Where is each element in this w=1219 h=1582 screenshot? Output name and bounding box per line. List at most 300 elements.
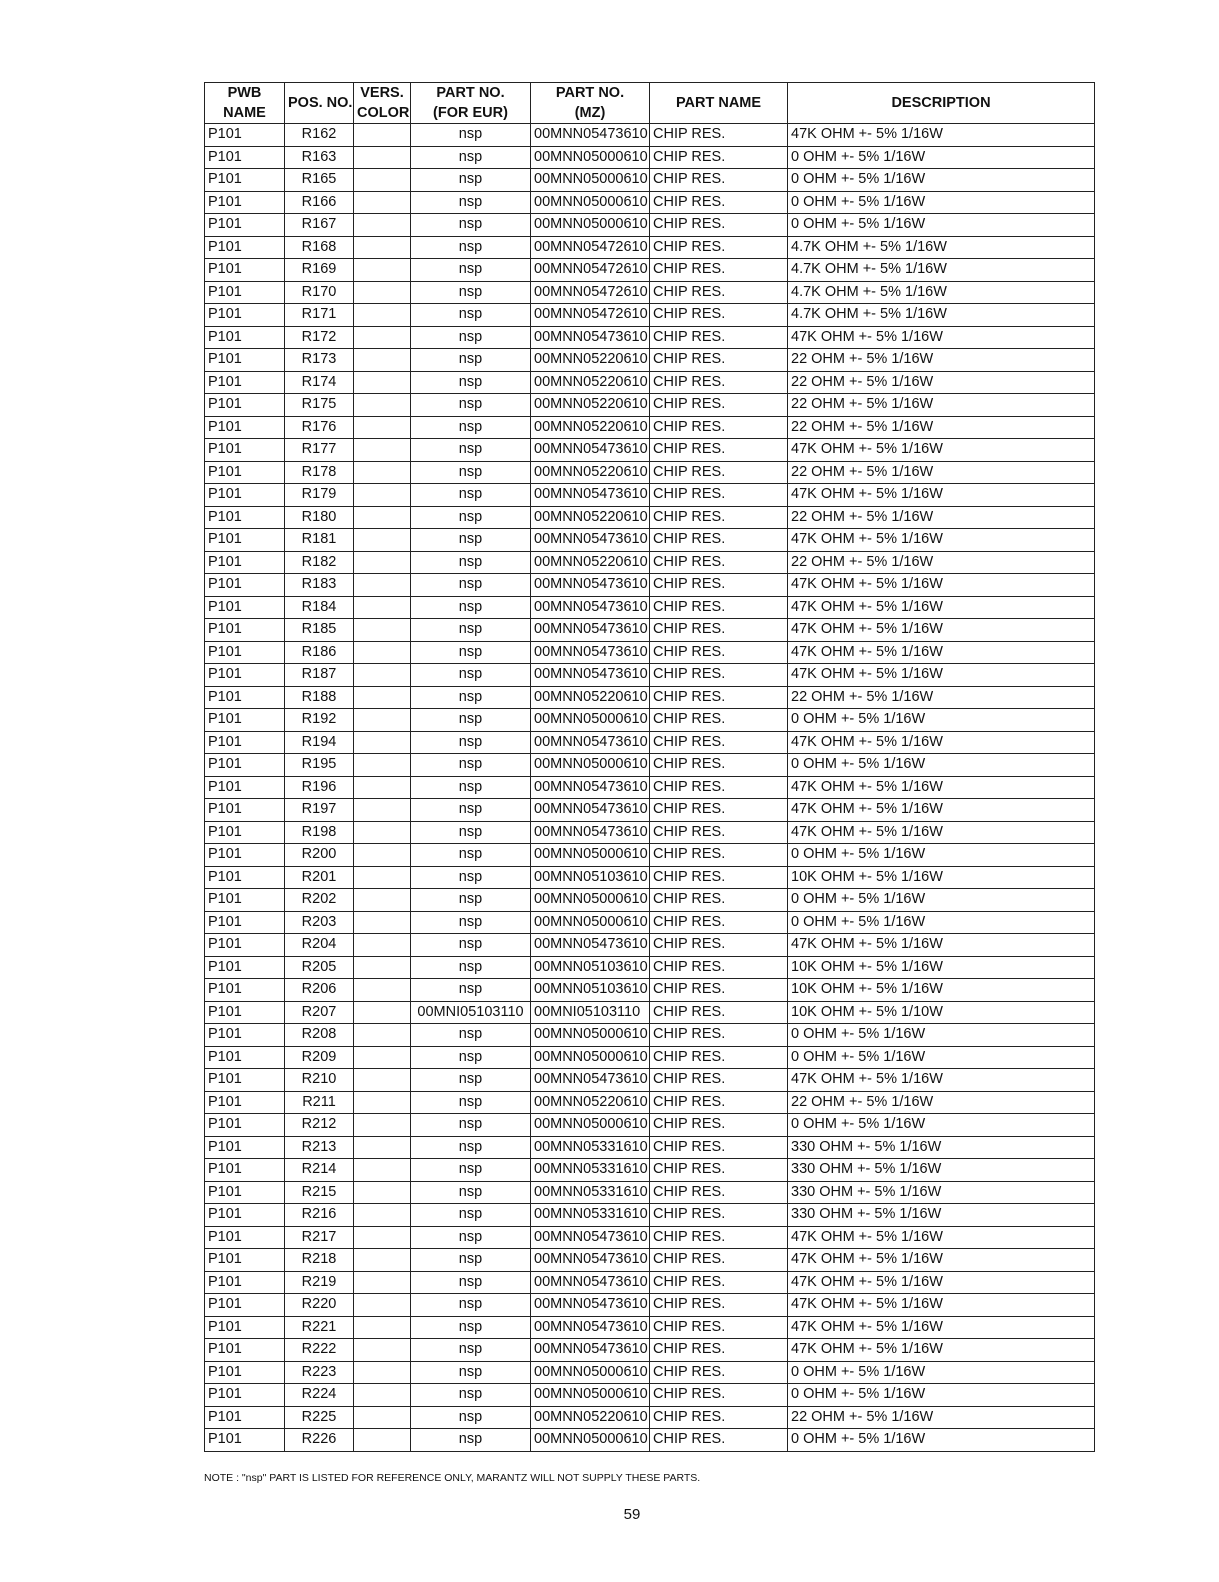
part-no-eur-cell: nsp xyxy=(411,596,531,619)
vers-color-cell xyxy=(354,124,411,147)
header-vers-color: VERS. COLOR xyxy=(354,83,411,124)
part-no-mz-cell: 00MNN05473610 xyxy=(531,641,650,664)
vers-color-cell xyxy=(354,461,411,484)
part-no-mz-cell: 00MNN05000610 xyxy=(531,1114,650,1137)
description-cell: 0 OHM +- 5% 1/16W xyxy=(788,1046,1095,1069)
part-name-cell: CHIP RES. xyxy=(650,1069,788,1092)
part-no-mz-cell: 00MNN05103610 xyxy=(531,979,650,1002)
part-no-mz-cell: 00MNN05000610 xyxy=(531,169,650,192)
part-no-mz-cell: 00MNN05220610 xyxy=(531,506,650,529)
table-row xyxy=(205,169,1095,192)
table-row xyxy=(205,1024,1095,1047)
part-no-eur-cell: nsp xyxy=(411,776,531,799)
table-row xyxy=(205,484,1095,507)
part-name-cell: CHIP RES. xyxy=(650,484,788,507)
vers-color-cell xyxy=(354,214,411,237)
pos-no-cell: R186 xyxy=(285,641,354,664)
header-part-no-eur: PART NO. (FOR EUR) xyxy=(411,83,531,124)
pos-no-cell: R177 xyxy=(285,439,354,462)
part-name-cell: CHIP RES. xyxy=(650,619,788,642)
part-no-eur-cell: nsp xyxy=(411,1406,531,1429)
description-cell: 0 OHM +- 5% 1/16W xyxy=(788,214,1095,237)
pwb-name-cell: P101 xyxy=(205,1159,285,1182)
vers-color-cell xyxy=(354,439,411,462)
part-no-mz-cell: 00MNN05220610 xyxy=(531,349,650,372)
part-name-cell: CHIP RES. xyxy=(650,686,788,709)
vers-color-cell xyxy=(354,821,411,844)
vers-color-cell xyxy=(354,1159,411,1182)
vers-color-cell xyxy=(354,1024,411,1047)
part-name-cell: CHIP RES. xyxy=(650,754,788,777)
part-name-cell: CHIP RES. xyxy=(650,596,788,619)
description-cell: 47K OHM +- 5% 1/16W xyxy=(788,776,1095,799)
part-name-cell: CHIP RES. xyxy=(650,1271,788,1294)
pos-no-cell: R208 xyxy=(285,1024,354,1047)
pos-no-cell: R163 xyxy=(285,146,354,169)
part-no-mz-cell: 00MNN05220610 xyxy=(531,551,650,574)
table-row xyxy=(205,799,1095,822)
part-no-mz-cell: 00MNI05103110 xyxy=(531,1001,650,1024)
part-name-cell: CHIP RES. xyxy=(650,371,788,394)
description-cell: 0 OHM +- 5% 1/16W xyxy=(788,709,1095,732)
pos-no-cell: R162 xyxy=(285,124,354,147)
pwb-name-cell: P101 xyxy=(205,979,285,1002)
vers-color-cell xyxy=(354,889,411,912)
part-no-mz-cell: 00MNN05473610 xyxy=(531,484,650,507)
pwb-name-cell: P101 xyxy=(205,1114,285,1137)
table-row xyxy=(205,1069,1095,1092)
part-no-mz-cell: 00MNN05331610 xyxy=(531,1204,650,1227)
vers-color-cell xyxy=(354,551,411,574)
part-no-eur-cell: nsp xyxy=(411,1384,531,1407)
vers-color-cell xyxy=(354,1114,411,1137)
pos-no-cell: R167 xyxy=(285,214,354,237)
pos-no-cell: R171 xyxy=(285,304,354,327)
table-row xyxy=(205,844,1095,867)
pos-no-cell: R182 xyxy=(285,551,354,574)
part-name-cell: CHIP RES. xyxy=(650,1114,788,1137)
pwb-name-cell: P101 xyxy=(205,349,285,372)
part-no-eur-cell: nsp xyxy=(411,574,531,597)
vers-color-cell xyxy=(354,934,411,957)
part-name-cell: CHIP RES. xyxy=(650,731,788,754)
table-row xyxy=(205,641,1095,664)
pwb-name-cell: P101 xyxy=(205,1429,285,1452)
vers-color-cell xyxy=(354,506,411,529)
vers-color-cell xyxy=(354,1181,411,1204)
part-no-mz-cell: 00MNN05473610 xyxy=(531,574,650,597)
pos-no-cell: R174 xyxy=(285,371,354,394)
part-no-mz-cell: 00MNN05220610 xyxy=(531,1406,650,1429)
part-no-mz-cell: 00MNN05473610 xyxy=(531,619,650,642)
part-name-cell: CHIP RES. xyxy=(650,1294,788,1317)
pos-no-cell: R197 xyxy=(285,799,354,822)
part-name-cell: CHIP RES. xyxy=(650,169,788,192)
part-no-mz-cell: 00MNN05000610 xyxy=(531,146,650,169)
pos-no-cell: R204 xyxy=(285,934,354,957)
table-row xyxy=(205,529,1095,552)
vers-color-cell xyxy=(354,169,411,192)
description-cell: 330 OHM +- 5% 1/16W xyxy=(788,1204,1095,1227)
pos-no-cell: R218 xyxy=(285,1249,354,1272)
part-name-cell: CHIP RES. xyxy=(650,1406,788,1429)
parts-table-body xyxy=(205,124,1095,1452)
table-row xyxy=(205,574,1095,597)
description-cell: 22 OHM +- 5% 1/16W xyxy=(788,461,1095,484)
pos-no-cell: R220 xyxy=(285,1294,354,1317)
pos-no-cell: R196 xyxy=(285,776,354,799)
part-no-eur-cell: nsp xyxy=(411,326,531,349)
description-cell: 47K OHM +- 5% 1/16W xyxy=(788,934,1095,957)
table-row xyxy=(205,349,1095,372)
table-row xyxy=(205,1339,1095,1362)
table-row xyxy=(205,214,1095,237)
part-no-eur-cell: nsp xyxy=(411,394,531,417)
pwb-name-cell: P101 xyxy=(205,1136,285,1159)
part-no-eur-cell: nsp xyxy=(411,146,531,169)
pwb-name-cell: P101 xyxy=(205,1361,285,1384)
vers-color-cell xyxy=(354,1429,411,1452)
table-row xyxy=(205,664,1095,687)
vers-color-cell xyxy=(354,236,411,259)
part-name-cell: CHIP RES. xyxy=(650,1159,788,1182)
part-no-mz-cell: 00MNN05220610 xyxy=(531,686,650,709)
pos-no-cell: R215 xyxy=(285,1181,354,1204)
pos-no-cell: R168 xyxy=(285,236,354,259)
part-name-cell: CHIP RES. xyxy=(650,529,788,552)
table-row xyxy=(205,461,1095,484)
description-cell: 10K OHM +- 5% 1/16W xyxy=(788,956,1095,979)
pos-no-cell: R198 xyxy=(285,821,354,844)
part-no-mz-cell: 00MNN05473610 xyxy=(531,799,650,822)
pos-no-cell: R211 xyxy=(285,1091,354,1114)
vers-color-cell xyxy=(354,1249,411,1272)
pos-no-cell: R203 xyxy=(285,911,354,934)
part-no-mz-cell: 00MNN05473610 xyxy=(531,1339,650,1362)
part-no-mz-cell: 00MNN05220610 xyxy=(531,394,650,417)
description-cell: 4.7K OHM +- 5% 1/16W xyxy=(788,281,1095,304)
pos-no-cell: R214 xyxy=(285,1159,354,1182)
part-no-eur-cell: nsp xyxy=(411,1294,531,1317)
table-row xyxy=(205,146,1095,169)
description-cell: 0 OHM +- 5% 1/16W xyxy=(788,1361,1095,1384)
vers-color-cell xyxy=(354,911,411,934)
part-no-eur-cell: nsp xyxy=(411,889,531,912)
vers-color-cell xyxy=(354,1046,411,1069)
part-no-mz-cell: 00MNN05473610 xyxy=(531,664,650,687)
part-name-cell: CHIP RES. xyxy=(650,574,788,597)
pos-no-cell: R166 xyxy=(285,191,354,214)
part-no-mz-cell: 00MNN05103610 xyxy=(531,956,650,979)
part-name-cell: CHIP RES. xyxy=(650,1181,788,1204)
table-row xyxy=(205,1091,1095,1114)
part-name-cell: CHIP RES. xyxy=(650,1136,788,1159)
vers-color-cell xyxy=(354,349,411,372)
description-cell: 47K OHM +- 5% 1/16W xyxy=(788,124,1095,147)
table-row xyxy=(205,754,1095,777)
pos-no-cell: R217 xyxy=(285,1226,354,1249)
part-no-mz-cell: 00MNN05220610 xyxy=(531,461,650,484)
table-row xyxy=(205,1249,1095,1272)
part-no-mz-cell: 00MNN05000610 xyxy=(531,1429,650,1452)
pwb-name-cell: P101 xyxy=(205,1406,285,1429)
vers-color-cell xyxy=(354,1069,411,1092)
part-no-eur-cell: nsp xyxy=(411,1159,531,1182)
part-no-eur-cell: nsp xyxy=(411,934,531,957)
part-no-eur-cell: nsp xyxy=(411,1204,531,1227)
header-pos-no: POS. NO. xyxy=(285,83,354,124)
pos-no-cell: R210 xyxy=(285,1069,354,1092)
table-row xyxy=(205,889,1095,912)
table-row xyxy=(205,1406,1095,1429)
table-row xyxy=(205,1001,1095,1024)
vers-color-cell xyxy=(354,641,411,664)
part-no-mz-cell: 00MNN05331610 xyxy=(531,1181,650,1204)
description-cell: 47K OHM +- 5% 1/16W xyxy=(788,641,1095,664)
vers-color-cell xyxy=(354,844,411,867)
part-no-eur-cell: nsp xyxy=(411,1361,531,1384)
part-name-cell: CHIP RES. xyxy=(650,956,788,979)
pwb-name-cell: P101 xyxy=(205,934,285,957)
description-cell: 0 OHM +- 5% 1/16W xyxy=(788,191,1095,214)
vers-color-cell xyxy=(354,596,411,619)
table-row xyxy=(205,731,1095,754)
part-no-eur-cell: nsp xyxy=(411,416,531,439)
description-cell: 47K OHM +- 5% 1/16W xyxy=(788,1339,1095,1362)
part-no-mz-cell: 00MNN05473610 xyxy=(531,731,650,754)
part-name-cell: CHIP RES. xyxy=(650,776,788,799)
pos-no-cell: R223 xyxy=(285,1361,354,1384)
part-no-eur-cell: nsp xyxy=(411,821,531,844)
pwb-name-cell: P101 xyxy=(205,371,285,394)
vers-color-cell xyxy=(354,776,411,799)
part-no-mz-cell: 00MNN05473610 xyxy=(531,1069,650,1092)
description-cell: 47K OHM +- 5% 1/16W xyxy=(788,799,1095,822)
part-no-mz-cell: 00MNN05000610 xyxy=(531,1024,650,1047)
pwb-name-cell: P101 xyxy=(205,574,285,597)
table-row xyxy=(205,956,1095,979)
description-cell: 0 OHM +- 5% 1/16W xyxy=(788,1429,1095,1452)
description-cell: 4.7K OHM +- 5% 1/16W xyxy=(788,304,1095,327)
description-cell: 10K OHM +- 5% 1/16W xyxy=(788,866,1095,889)
vers-color-cell xyxy=(354,731,411,754)
part-name-cell: CHIP RES. xyxy=(650,259,788,282)
pwb-name-cell: P101 xyxy=(205,1384,285,1407)
part-name-cell: CHIP RES. xyxy=(650,349,788,372)
part-no-eur-cell: nsp xyxy=(411,956,531,979)
pwb-name-cell: P101 xyxy=(205,1316,285,1339)
part-no-eur-cell: nsp xyxy=(411,799,531,822)
part-no-eur-cell: nsp xyxy=(411,529,531,552)
vers-color-cell xyxy=(354,1226,411,1249)
part-no-eur-cell: nsp xyxy=(411,281,531,304)
table-row xyxy=(205,596,1095,619)
pwb-name-cell: P101 xyxy=(205,529,285,552)
description-cell: 22 OHM +- 5% 1/16W xyxy=(788,551,1095,574)
pwb-name-cell: P101 xyxy=(205,664,285,687)
pos-no-cell: R175 xyxy=(285,394,354,417)
pwb-name-cell: P101 xyxy=(205,439,285,462)
part-no-mz-cell: 00MNN05000610 xyxy=(531,911,650,934)
table-row xyxy=(205,236,1095,259)
description-cell: 47K OHM +- 5% 1/16W xyxy=(788,1294,1095,1317)
part-no-eur-cell: nsp xyxy=(411,754,531,777)
part-name-cell: CHIP RES. xyxy=(650,281,788,304)
part-no-mz-cell: 00MNN05472610 xyxy=(531,281,650,304)
header-part-no-mz: PART NO. (MZ) xyxy=(531,83,650,124)
part-name-cell: CHIP RES. xyxy=(650,799,788,822)
vers-color-cell xyxy=(354,1406,411,1429)
part-no-mz-cell: 00MNN05473610 xyxy=(531,821,650,844)
pos-no-cell: R176 xyxy=(285,416,354,439)
table-row xyxy=(205,1204,1095,1227)
pos-no-cell: R207 xyxy=(285,1001,354,1024)
pos-no-cell: R181 xyxy=(285,529,354,552)
pwb-name-cell: P101 xyxy=(205,1024,285,1047)
pos-no-cell: R221 xyxy=(285,1316,354,1339)
table-row xyxy=(205,1136,1095,1159)
table-row xyxy=(205,1226,1095,1249)
part-name-cell: CHIP RES. xyxy=(650,1204,788,1227)
part-no-mz-cell: 00MNN05473610 xyxy=(531,326,650,349)
vers-color-cell xyxy=(354,1361,411,1384)
vers-color-cell xyxy=(354,1316,411,1339)
vers-color-cell xyxy=(354,979,411,1002)
pwb-name-cell: P101 xyxy=(205,889,285,912)
part-no-mz-cell: 00MNN05331610 xyxy=(531,1136,650,1159)
part-no-eur-cell: nsp xyxy=(411,1024,531,1047)
pwb-name-cell: P101 xyxy=(205,326,285,349)
pos-no-cell: R172 xyxy=(285,326,354,349)
vers-color-cell xyxy=(354,956,411,979)
vers-color-cell xyxy=(354,259,411,282)
part-no-mz-cell: 00MNN05000610 xyxy=(531,844,650,867)
part-no-eur-cell: nsp xyxy=(411,1271,531,1294)
part-no-eur-cell: nsp xyxy=(411,686,531,709)
part-no-mz-cell: 00MNN05000610 xyxy=(531,709,650,732)
table-row xyxy=(205,371,1095,394)
description-cell: 0 OHM +- 5% 1/16W xyxy=(788,754,1095,777)
pwb-name-cell: P101 xyxy=(205,1001,285,1024)
table-row xyxy=(205,1046,1095,1069)
part-name-cell: CHIP RES. xyxy=(650,979,788,1002)
part-no-mz-cell: 00MNN05000610 xyxy=(531,889,650,912)
pwb-name-cell: P101 xyxy=(205,911,285,934)
pos-no-cell: R201 xyxy=(285,866,354,889)
pos-no-cell: R188 xyxy=(285,686,354,709)
part-name-cell: CHIP RES. xyxy=(650,1316,788,1339)
part-no-eur-cell: nsp xyxy=(411,439,531,462)
part-name-cell: CHIP RES. xyxy=(650,1001,788,1024)
part-no-mz-cell: 00MNN05000610 xyxy=(531,1046,650,1069)
description-cell: 47K OHM +- 5% 1/16W xyxy=(788,1271,1095,1294)
pos-no-cell: R183 xyxy=(285,574,354,597)
description-cell: 47K OHM +- 5% 1/16W xyxy=(788,484,1095,507)
table-row xyxy=(205,686,1095,709)
table-row xyxy=(205,124,1095,147)
part-name-cell: CHIP RES. xyxy=(650,394,788,417)
part-no-eur-cell: nsp xyxy=(411,1181,531,1204)
pos-no-cell: R180 xyxy=(285,506,354,529)
part-name-cell: CHIP RES. xyxy=(650,1384,788,1407)
pos-no-cell: R184 xyxy=(285,596,354,619)
pwb-name-cell: P101 xyxy=(205,304,285,327)
part-no-eur-cell: nsp xyxy=(411,551,531,574)
table-row xyxy=(205,866,1095,889)
part-no-eur-cell: nsp xyxy=(411,1429,531,1452)
part-no-eur-cell: nsp xyxy=(411,1046,531,1069)
part-no-eur-cell: nsp xyxy=(411,619,531,642)
part-name-cell: CHIP RES. xyxy=(650,506,788,529)
description-cell: 47K OHM +- 5% 1/16W xyxy=(788,1069,1095,1092)
table-row xyxy=(205,934,1095,957)
part-no-mz-cell: 00MNN05473610 xyxy=(531,934,650,957)
description-cell: 22 OHM +- 5% 1/16W xyxy=(788,1406,1095,1429)
description-cell: 4.7K OHM +- 5% 1/16W xyxy=(788,236,1095,259)
pwb-name-cell: P101 xyxy=(205,551,285,574)
pwb-name-cell: P101 xyxy=(205,236,285,259)
part-no-eur-cell: nsp xyxy=(411,169,531,192)
part-no-eur-cell: nsp xyxy=(411,461,531,484)
table-row xyxy=(205,1384,1095,1407)
part-no-eur-cell: nsp xyxy=(411,259,531,282)
footnote: NOTE : "nsp" PART IS LISTED FOR REFERENCE ONLY, MARANTZ WILL NOT SUPPLY THESE PARTS. xyxy=(204,1472,701,1484)
part-name-cell: CHIP RES. xyxy=(650,1226,788,1249)
part-name-cell: CHIP RES. xyxy=(650,934,788,957)
vers-color-cell xyxy=(354,1384,411,1407)
part-name-cell: CHIP RES. xyxy=(650,1249,788,1272)
part-no-eur-cell: nsp xyxy=(411,214,531,237)
part-no-eur-cell: nsp xyxy=(411,349,531,372)
table-row xyxy=(205,619,1095,642)
part-no-eur-cell: nsp xyxy=(411,1114,531,1137)
part-no-eur-cell: nsp xyxy=(411,731,531,754)
table-row xyxy=(205,709,1095,732)
pwb-name-cell: P101 xyxy=(205,1226,285,1249)
pos-no-cell: R165 xyxy=(285,169,354,192)
header-pwb-name: PWB NAME xyxy=(205,83,285,124)
pwb-name-cell: P101 xyxy=(205,1069,285,1092)
part-no-eur-cell: nsp xyxy=(411,1339,531,1362)
vers-color-cell xyxy=(354,664,411,687)
part-name-cell: CHIP RES. xyxy=(650,1046,788,1069)
table-row xyxy=(205,821,1095,844)
part-no-mz-cell: 00MNN05220610 xyxy=(531,416,650,439)
description-cell: 47K OHM +- 5% 1/16W xyxy=(788,731,1095,754)
pwb-name-cell: P101 xyxy=(205,191,285,214)
part-no-mz-cell: 00MNN05220610 xyxy=(531,371,650,394)
description-cell: 47K OHM +- 5% 1/16W xyxy=(788,1316,1095,1339)
part-name-cell: CHIP RES. xyxy=(650,326,788,349)
pwb-name-cell: P101 xyxy=(205,1339,285,1362)
part-name-cell: CHIP RES. xyxy=(650,439,788,462)
vers-color-cell xyxy=(354,1271,411,1294)
part-name-cell: CHIP RES. xyxy=(650,124,788,147)
vers-color-cell xyxy=(354,574,411,597)
pwb-name-cell: P101 xyxy=(205,799,285,822)
part-name-cell: CHIP RES. xyxy=(650,146,788,169)
description-cell: 4.7K OHM +- 5% 1/16W xyxy=(788,259,1095,282)
pwb-name-cell: P101 xyxy=(205,776,285,799)
table-row xyxy=(205,1181,1095,1204)
vers-color-cell xyxy=(354,686,411,709)
part-name-cell: CHIP RES. xyxy=(650,551,788,574)
pwb-name-cell: P101 xyxy=(205,1181,285,1204)
pos-no-cell: R178 xyxy=(285,461,354,484)
part-name-cell: CHIP RES. xyxy=(650,1361,788,1384)
part-no-mz-cell: 00MNN05473610 xyxy=(531,1316,650,1339)
table-row xyxy=(205,1114,1095,1137)
